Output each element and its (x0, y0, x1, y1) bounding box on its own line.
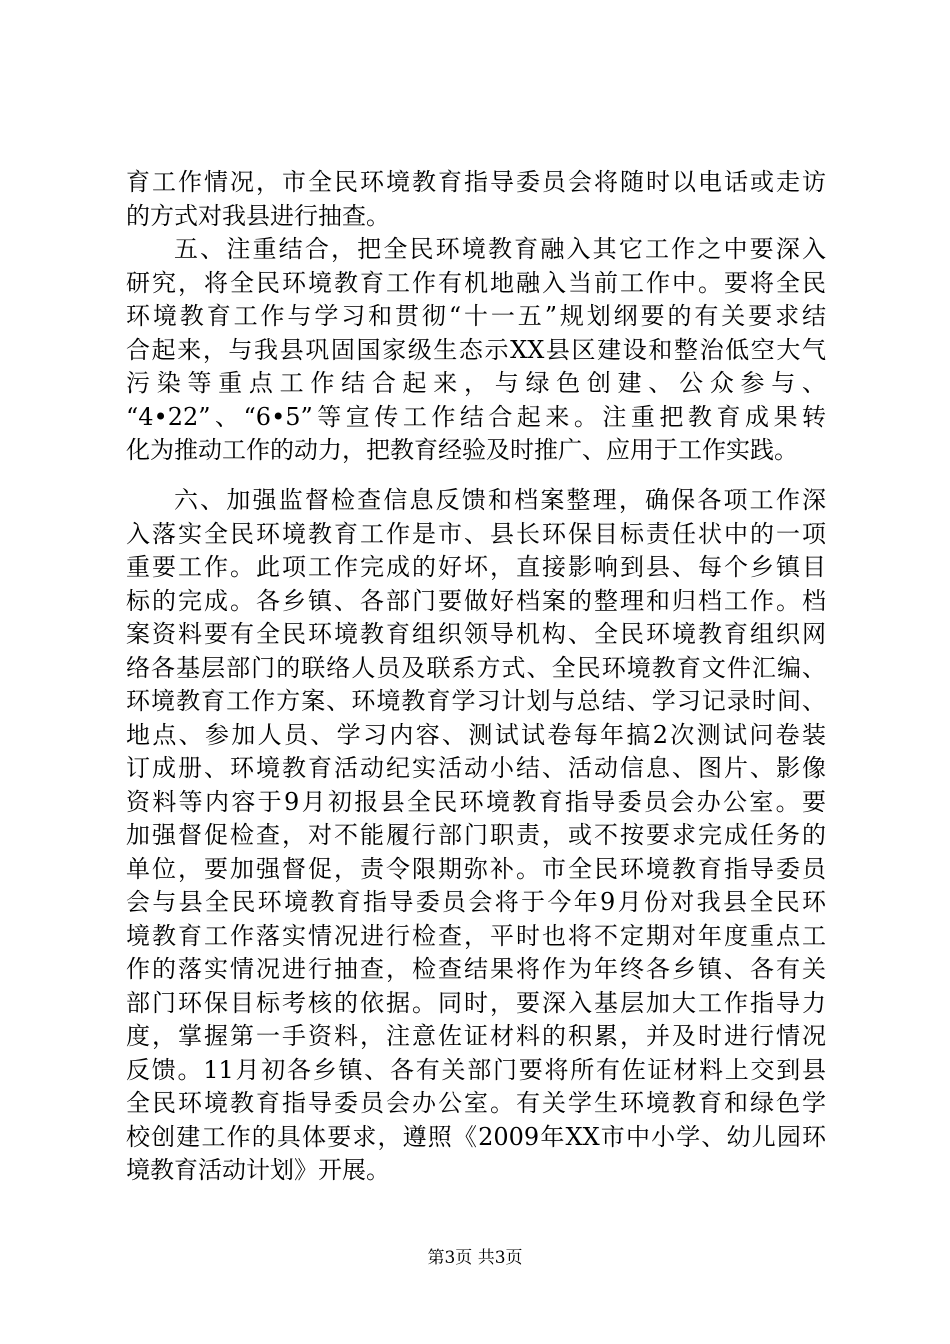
text-line: 研究，将全民环境教育工作有机地融入当前工作中。要将全民 (126, 268, 826, 297)
section-heading-line: 五、注重结合，把全民环境教育融入其它工作之中要深入 (174, 235, 826, 263)
text-line: 入落实全民环境教育工作是市、县长环保目标责任状中的一项 (126, 519, 826, 548)
text-line: 部门环保目标考核的依据。同时，要深入基层加大工作指导力 (126, 988, 826, 1017)
text-line: 地点、参加人员、学习内容、测试试卷每年搞2次测试问卷装 (126, 720, 826, 749)
paragraph-block-section-six (126, 484, 826, 1188)
text-line: 境教育活动计划》开展。 (126, 1156, 390, 1184)
text-line: 加强督促检查，对不能履行部门职责，或不按要求完成任务的 (126, 821, 826, 849)
page-number-footer: 第3页 共3页 (427, 1248, 523, 1268)
text-line: 重要工作。此项工作完成的好坏，直接影响到县、每个乡镇目 (126, 553, 826, 581)
text-line: 资料等内容于9月初报县全民环境教育指导委员会办公室。要 (126, 787, 826, 816)
text-line: 案资料要有全民环境教育组织领导机构、全民环境教育组织网 (126, 620, 826, 648)
text-line: 标的完成。各乡镇、各部门要做好档案的整理和归档工作。档 (126, 586, 826, 615)
text-line: 环境教育工作与学习和贯彻“十一五”规划纲要的有关要求结 (126, 302, 826, 330)
text-line: 的方式对我县进行抽查。 (126, 201, 390, 230)
text-line: 订成册、环境教育活动纪实活动小结、活动信息、图片、影像 (126, 754, 826, 782)
paragraph-block-section-five (126, 166, 826, 468)
text-line: 校创建工作的具体要求，遵照《2009年XX市中小学、幼儿园环 (126, 1122, 826, 1151)
text-line: 全民环境教育指导委员会办公室。有关学生环境教育和绿色学 (126, 1089, 826, 1117)
text-line: 境教育工作落实情况进行检查，平时也将不定期对年度重点工 (126, 921, 826, 950)
text-line: “4•22”、“6•5”等宣传工作结合起来。注重把教育成果转 (126, 402, 826, 431)
section-heading-line: 六、加强监督检查信息反馈和档案整理，确保各项工作深 (174, 486, 826, 514)
text-line: 化为推动工作的动力，把教育经验及时推广、应用于工作实践。 (126, 436, 798, 464)
text-line: 络各基层部门的联络人员及联系方式、全民环境教育文件汇编、 (126, 653, 826, 682)
text-line: 作的落实情况进行抽查，检查结果将作为年终各乡镇、各有关 (126, 955, 826, 983)
text-line: 度，掌握第一手资料，注意佐证材料的积累，并及时进行情况 (126, 1022, 826, 1050)
text-line: 环境教育工作方案、环境教育学习计划与总结、学习记录时间、 (126, 687, 826, 715)
text-line: 反馈。11月初各乡镇、各有关部门要将所有佐证材料上交到县 (126, 1055, 826, 1084)
text-line: 会与县全民环境教育指导委员会将于今年9月份对我县全民环 (126, 888, 826, 916)
text-line: 育工作情况，市全民环境教育指导委员会将随时以电话或走访 (126, 168, 826, 196)
text-line: 合起来，与我县巩固国家级生态示XX县区建设和整治低空大气 (126, 335, 826, 364)
text-line: 污染等重点工作结合起来，与绿色创建、公众参与、 (126, 369, 826, 397)
text-line: 单位，要加强督促，责令限期弥补。市全民环境教育指导委员 (126, 854, 826, 883)
